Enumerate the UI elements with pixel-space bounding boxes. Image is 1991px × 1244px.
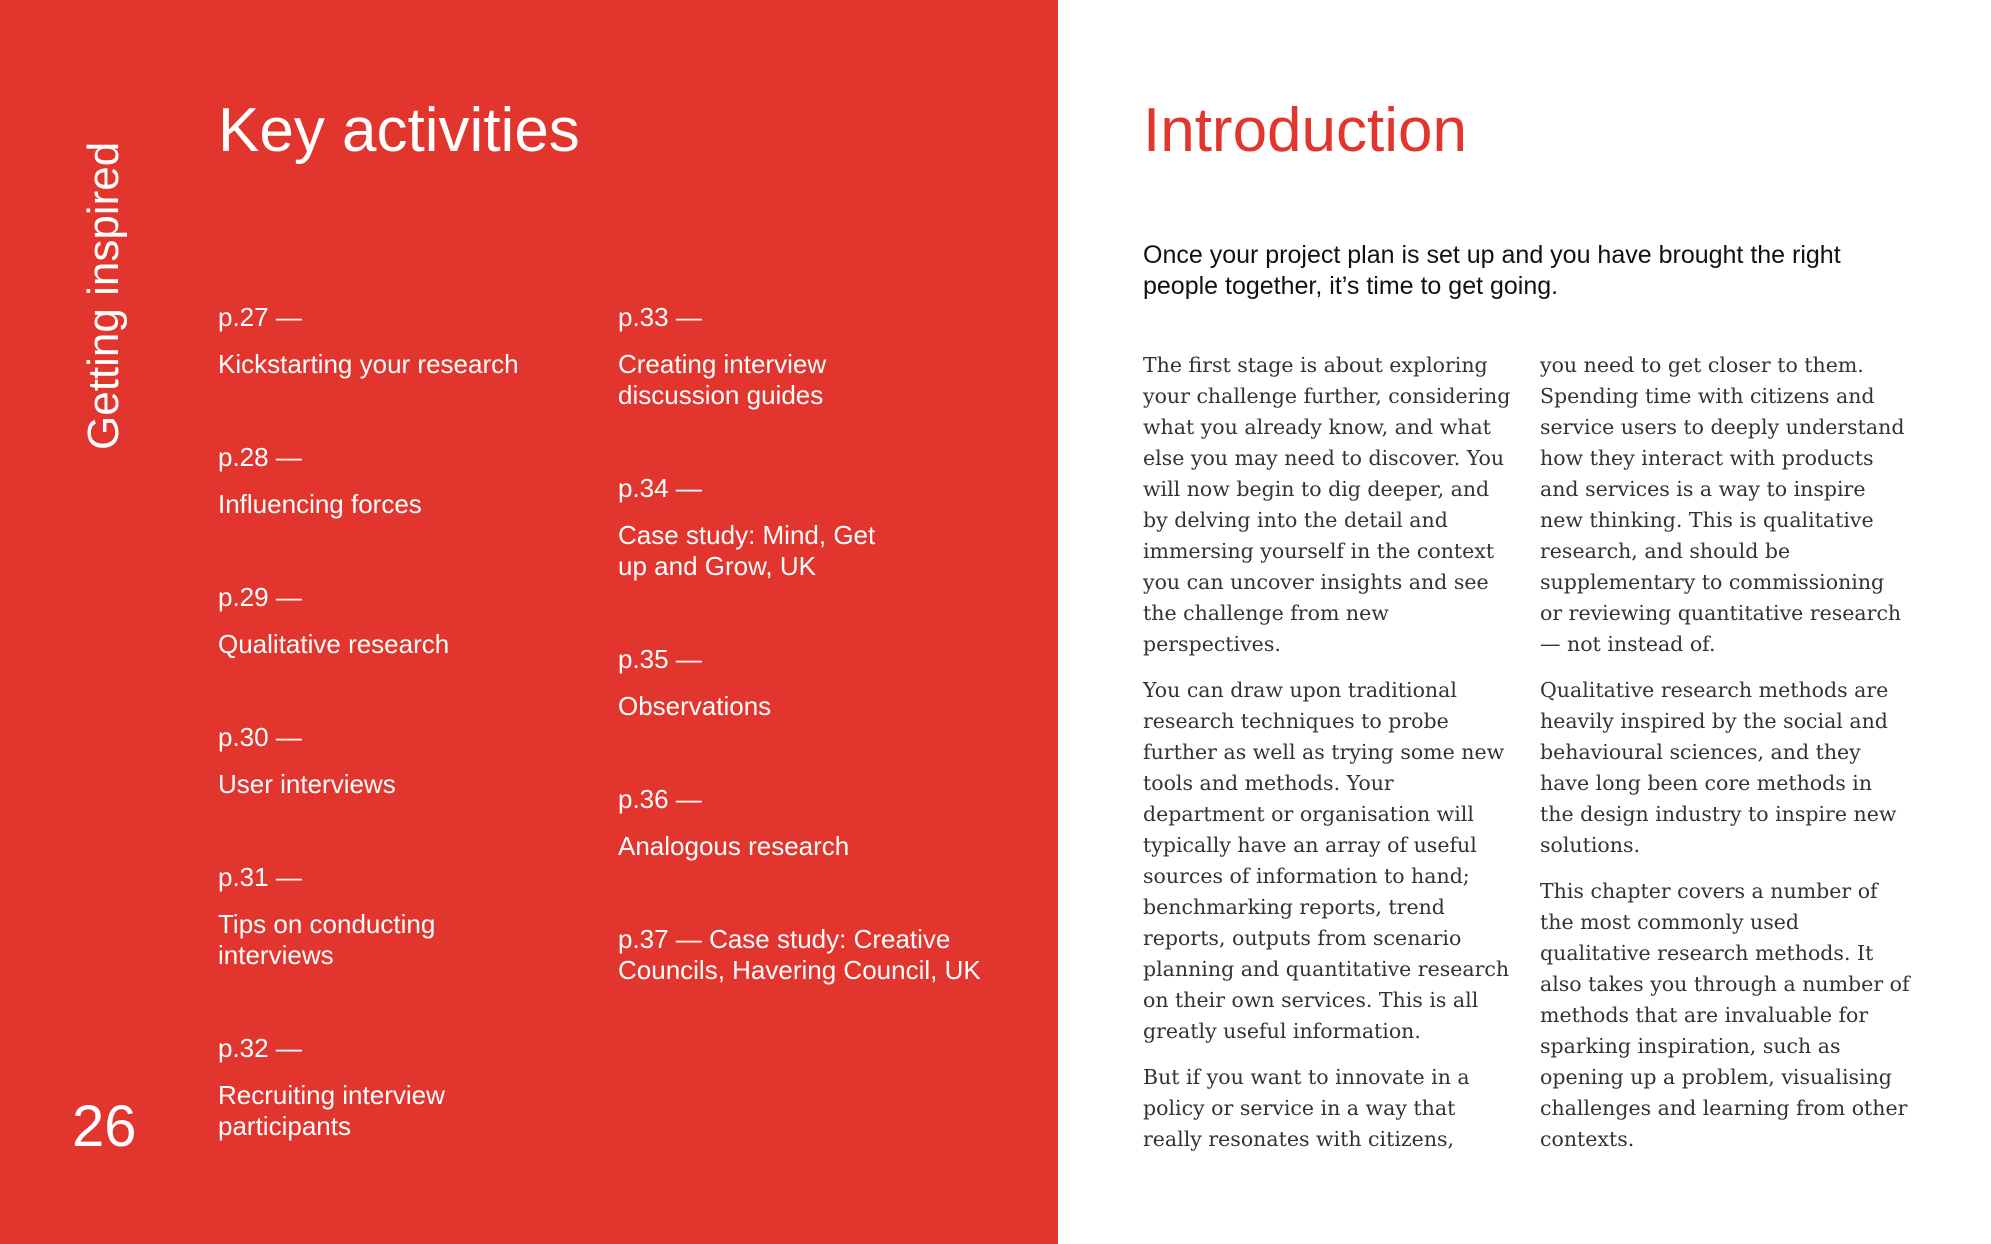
body-paragraph: Qualitative research methods are heavily inspired by the social and behavioural sciences, and they have long been core methods in the design industry to inspire new solutions. xyxy=(1540,678,1897,857)
toc-item[interactable] xyxy=(218,442,578,520)
key-activities-title: Key activities xyxy=(218,96,580,165)
toc-item[interactable] xyxy=(618,644,978,722)
toc-label: Analogous research xyxy=(618,831,850,861)
body-paragraph: The first stage is about exploring your challenge further, considering what you already know, and what else you may need to discover. You will now begin to dig deeper, and by delving into the detail and immersing yourself in the context you can uncover insights and see the challenge from new perspectives. xyxy=(1143,353,1511,656)
toc-label: Tips on conducting interviews xyxy=(218,909,436,970)
body-column-2 xyxy=(1540,350,1910,1170)
toc-page-ref: p.33 — xyxy=(618,302,702,332)
toc-label: Qualitative research xyxy=(218,629,450,659)
toc-item[interactable] xyxy=(618,924,993,986)
page-number: 26 xyxy=(72,1094,137,1159)
body-paragraph: You can draw upon traditional research techniques to probe further as well as trying some new tools and methods. Your department or organisation will typically have an array of useful sources of information to hand; benchmarking reports, trend reports, outputs from scenario planning and quantitative research on their own services. This is all greatly useful information. xyxy=(1143,678,1510,1043)
toc-item[interactable] xyxy=(618,302,878,411)
toc-label: User interviews xyxy=(218,769,396,799)
toc-page-ref: p.37 — xyxy=(618,924,710,954)
toc-page-ref: p.29 — xyxy=(218,582,302,612)
body-paragraph: you need to get closer to them. Spending time with citizens and service users to deeply understand how they interact with products and services is a way to inspire new thinking. This is qualitative research, and should be supplementary to commissioning or reviewing quantitative research — not instead of. xyxy=(1540,353,1905,656)
toc-page-ref: p.30 — xyxy=(218,722,302,752)
toc-label: Kickstarting your research xyxy=(218,349,519,379)
toc-page-ref: p.28 — xyxy=(218,442,302,472)
toc-page-ref: p.27 — xyxy=(218,302,302,332)
right-page xyxy=(1058,0,1991,1244)
toc-label: Case study: Mind, Get up and Grow, UK xyxy=(618,520,876,581)
toc-item[interactable] xyxy=(618,473,888,582)
toc-page-ref: p.36 — xyxy=(618,784,702,814)
toc-label: Observations xyxy=(618,691,772,721)
section-label: Getting inspired xyxy=(79,141,128,450)
body-column-1 xyxy=(1143,350,1513,1170)
body-paragraph: This chapter covers a number of the most commonly used qualitative research methods. It also takes you through a number of methods that are invaluable for sparking inspiration, such as opening up a problem, visualising challenges and learning from other contexts. xyxy=(1540,879,1910,1151)
toc-item[interactable] xyxy=(218,862,508,971)
toc-label: Influencing forces xyxy=(218,489,422,519)
toc-item[interactable] xyxy=(218,582,578,660)
toc-page-ref: p.32 — xyxy=(218,1033,302,1063)
toc-label: Case study: Creative Councils, Havering Council, UK xyxy=(618,924,981,985)
introduction-title: Introduction xyxy=(1143,96,1467,165)
toc-item[interactable] xyxy=(218,302,578,380)
toc-page-ref: p.31 — xyxy=(218,862,302,892)
toc-label: Creating interview discussion guides xyxy=(618,349,827,410)
body-paragraph: But if you want to innovate in a policy or service in a way that really resonates with citizens, xyxy=(1143,1065,1470,1151)
toc-page-ref: p.35 — xyxy=(618,644,702,674)
toc-item[interactable] xyxy=(218,1033,508,1142)
toc-item[interactable] xyxy=(618,784,978,862)
toc-item[interactable] xyxy=(218,722,578,800)
toc-label: Recruiting interview participants xyxy=(218,1080,445,1141)
lead-paragraph: Once your project plan is set up and you have brought the right people together, it’s time to get going. xyxy=(1143,241,1841,300)
toc-page-ref: p.34 — xyxy=(618,473,702,503)
